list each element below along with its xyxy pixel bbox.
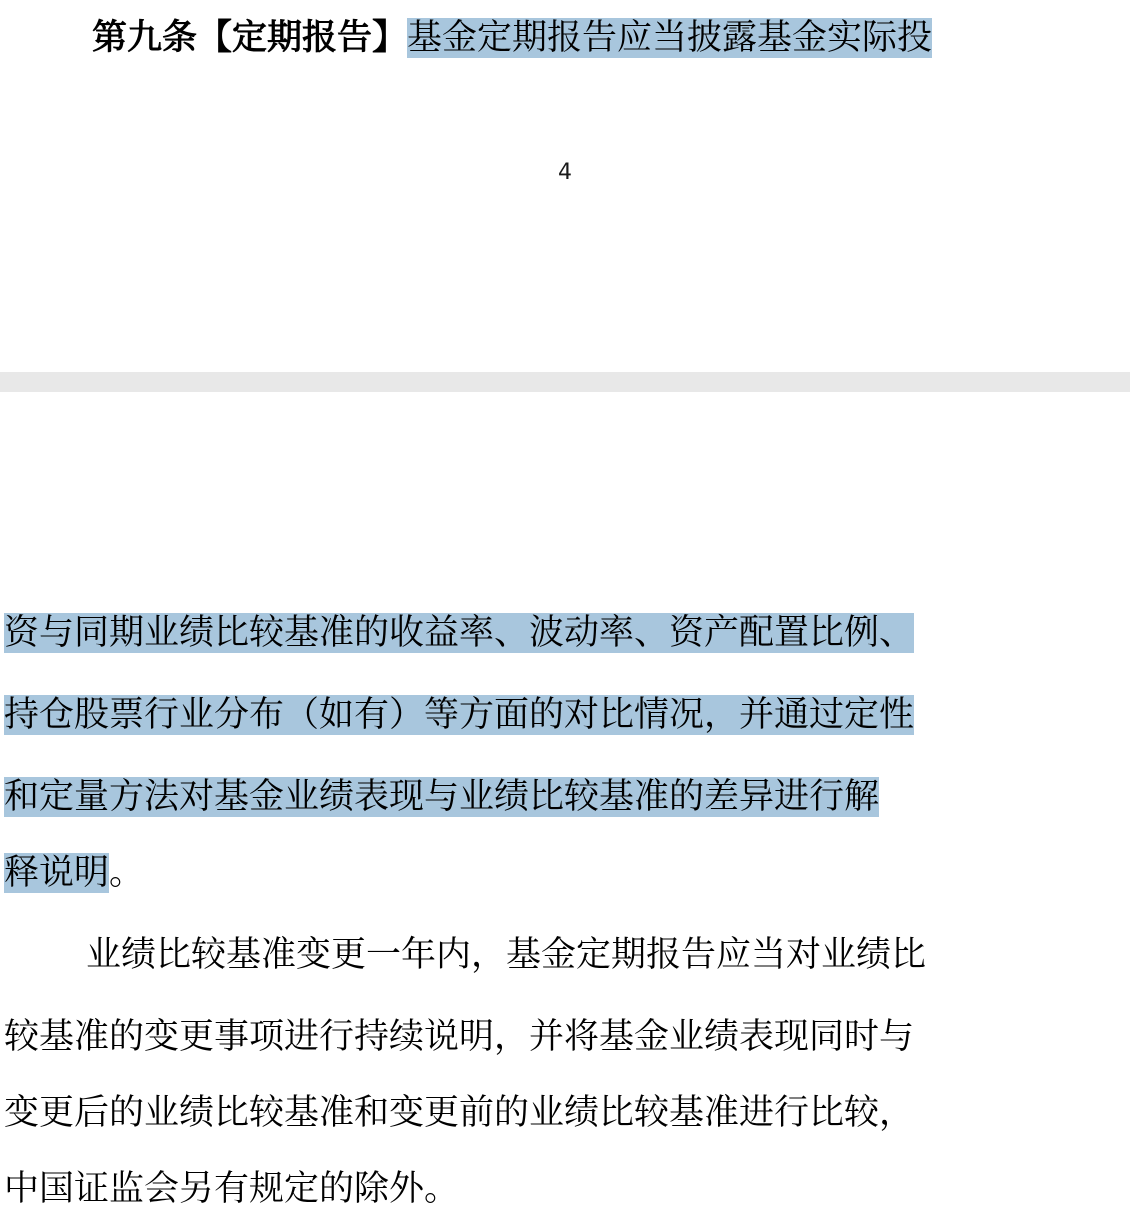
page-number: 4 — [558, 160, 572, 185]
body-line — [86, 935, 927, 975]
body-line-text: 业绩比较基准变更一年内，基金定期报告应当对业绩比 — [86, 935, 927, 975]
body-line — [4, 1093, 915, 1133]
body-line-text: 中国证监会另有规定的除外。 — [4, 1169, 460, 1209]
body-line — [4, 1017, 915, 1057]
article-label: 第九条【定期报告】 — [92, 17, 408, 58]
body-line-text: 较基准的变更事项进行持续说明，并将基金业绩表现同时与 — [4, 1017, 915, 1057]
body-line — [4, 777, 880, 817]
body-line — [4, 853, 145, 893]
body-line — [4, 613, 915, 653]
body-line-text: 和定量方法对基金业绩表现与业绩比较基准的差异进行解 — [4, 777, 880, 817]
body-line-text: 释说明 — [4, 853, 110, 893]
heading-highlighted-text: 基金定期报告应当披露基金实际投 — [407, 18, 933, 58]
body-line — [4, 1169, 460, 1209]
page-break-divider — [0, 372, 1130, 392]
body-line-trailing-punctuation: 。 — [109, 853, 145, 893]
body-line-text: 变更后的业绩比较基准和变更前的业绩比较基准进行比较， — [4, 1093, 915, 1133]
article-heading — [92, 17, 933, 58]
body-line-text: 资与同期业绩比较基准的收益率、波动率、资产配置比例、 — [4, 613, 915, 653]
body-line-text: 持仓股票行业分布（如有）等方面的对比情况，并通过定性 — [4, 695, 915, 735]
body-line — [4, 695, 915, 735]
